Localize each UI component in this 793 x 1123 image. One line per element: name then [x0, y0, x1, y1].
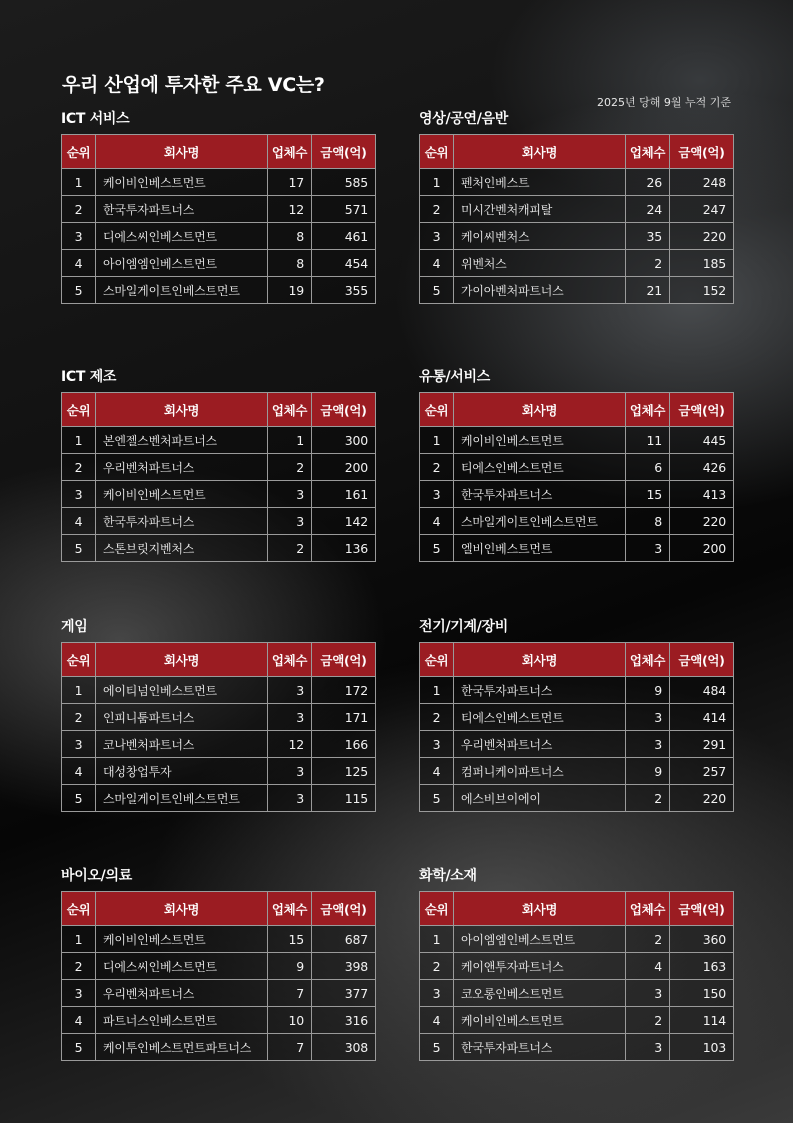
cell-amount: 220 [670, 223, 734, 250]
cell-amount: 300 [312, 427, 376, 454]
cell-name: 에이티넘인베스트먼트 [96, 677, 268, 704]
cell-rank: 1 [420, 926, 454, 953]
cell-name: 아이엠엠인베스트먼트 [96, 250, 268, 277]
cell-amount: 257 [670, 758, 734, 785]
ranking-table [61, 891, 376, 1061]
cell-rank: 2 [62, 953, 96, 980]
cell-count: 15 [268, 926, 312, 953]
cell-count: 19 [268, 277, 312, 304]
cell-amount: 152 [670, 277, 734, 304]
header-count: 업체수 [626, 892, 670, 926]
cell-count: 8 [268, 223, 312, 250]
cell-rank: 4 [62, 250, 96, 277]
header-count: 업체수 [268, 892, 312, 926]
cell-rank: 5 [420, 277, 454, 304]
ranking-table [419, 642, 734, 812]
header-row [62, 892, 376, 926]
table-row [420, 250, 734, 277]
table-row [62, 1007, 376, 1034]
cell-rank: 1 [420, 427, 454, 454]
cell-amount: 377 [312, 980, 376, 1007]
cell-amount: 125 [312, 758, 376, 785]
cell-count: 6 [626, 454, 670, 481]
cell-rank: 5 [62, 535, 96, 562]
cell-rank: 3 [62, 731, 96, 758]
cell-amount: 150 [670, 980, 734, 1007]
cell-amount: 142 [312, 508, 376, 535]
cell-name: 스마일게이트인베스트먼트 [454, 508, 626, 535]
cell-rank: 3 [62, 223, 96, 250]
section-title: ICT 서비스 [61, 111, 130, 127]
cell-rank: 5 [420, 535, 454, 562]
table-row [62, 535, 376, 562]
cell-count: 2 [268, 454, 312, 481]
header-rank: 순위 [62, 135, 96, 169]
header-amount: 금액(억) [312, 643, 376, 677]
cell-amount: 316 [312, 1007, 376, 1034]
table-row [62, 277, 376, 304]
header-rank: 순위 [62, 892, 96, 926]
cell-count: 3 [268, 677, 312, 704]
table-row [62, 427, 376, 454]
cell-name: 케이투인베스트먼트파트너스 [96, 1034, 268, 1061]
table-row [62, 980, 376, 1007]
cell-rank: 3 [420, 731, 454, 758]
header-amount: 금액(억) [312, 135, 376, 169]
table-row [420, 1007, 734, 1034]
header-name: 회사명 [454, 892, 626, 926]
cell-amount: 585 [312, 169, 376, 196]
cell-count: 3 [268, 785, 312, 812]
cell-amount: 115 [312, 785, 376, 812]
table-row [420, 454, 734, 481]
cell-name: 파트너스인베스트먼트 [96, 1007, 268, 1034]
cell-count: 2 [626, 926, 670, 953]
cell-amount: 200 [312, 454, 376, 481]
cell-name: 미시간벤처캐피탈 [454, 196, 626, 223]
cell-rank: 1 [62, 677, 96, 704]
cell-rank: 2 [420, 196, 454, 223]
cell-name: 케이비인베스트먼트 [454, 427, 626, 454]
cell-rank: 2 [420, 953, 454, 980]
cell-count: 2 [626, 250, 670, 277]
cell-count: 17 [268, 169, 312, 196]
table-row [420, 481, 734, 508]
cell-count: 8 [268, 250, 312, 277]
cell-amount: 220 [670, 508, 734, 535]
table-row [420, 196, 734, 223]
cell-amount: 398 [312, 953, 376, 980]
table-row [420, 223, 734, 250]
cell-name: 위벤처스 [454, 250, 626, 277]
cell-count: 4 [626, 953, 670, 980]
table-row [62, 731, 376, 758]
cell-name: 스마일게이트인베스트먼트 [96, 277, 268, 304]
section-3 [419, 366, 733, 562]
header-name: 회사명 [96, 393, 268, 427]
table-row [62, 169, 376, 196]
cell-count: 2 [626, 785, 670, 812]
header-name: 회사명 [454, 643, 626, 677]
cell-rank: 2 [62, 454, 96, 481]
cell-name: 한국투자파트너스 [96, 508, 268, 535]
cell-count: 11 [626, 427, 670, 454]
cell-rank: 1 [62, 427, 96, 454]
cell-amount: 161 [312, 481, 376, 508]
header-rank: 순위 [62, 643, 96, 677]
table-row [420, 169, 734, 196]
header-count: 업체수 [626, 643, 670, 677]
cell-name: 케이앤투자파트너스 [454, 953, 626, 980]
cell-amount: 172 [312, 677, 376, 704]
cell-rank: 4 [62, 1007, 96, 1034]
cell-name: 케이비인베스트먼트 [96, 481, 268, 508]
table-row [62, 953, 376, 980]
cell-count: 1 [268, 427, 312, 454]
table-row [62, 926, 376, 953]
table-row [420, 508, 734, 535]
cell-count: 9 [268, 953, 312, 980]
cell-count: 9 [626, 677, 670, 704]
table-row [420, 731, 734, 758]
cell-rank: 2 [420, 704, 454, 731]
cell-rank: 3 [420, 481, 454, 508]
cell-count: 26 [626, 169, 670, 196]
table-row [62, 1034, 376, 1061]
section-title: 영상/공연/음반 [419, 111, 508, 127]
table-row [62, 785, 376, 812]
cell-name: 스마일게이트인베스트먼트 [96, 785, 268, 812]
cell-amount: 414 [670, 704, 734, 731]
table-row [420, 535, 734, 562]
cell-count: 3 [268, 508, 312, 535]
cell-name: 티에스인베스트먼트 [454, 454, 626, 481]
cell-count: 3 [626, 731, 670, 758]
cell-count: 15 [626, 481, 670, 508]
cell-amount: 185 [670, 250, 734, 277]
cell-amount: 484 [670, 677, 734, 704]
header-name: 회사명 [454, 393, 626, 427]
cell-count: 35 [626, 223, 670, 250]
cell-count: 24 [626, 196, 670, 223]
cell-name: 한국투자파트너스 [454, 1034, 626, 1061]
cell-rank: 3 [420, 980, 454, 1007]
cell-amount: 571 [312, 196, 376, 223]
cell-amount: 163 [670, 953, 734, 980]
cell-name: 케이비인베스트먼트 [454, 1007, 626, 1034]
cell-count: 3 [268, 481, 312, 508]
cell-amount: 426 [670, 454, 734, 481]
cell-rank: 3 [420, 223, 454, 250]
cell-rank: 5 [62, 1034, 96, 1061]
cell-count: 3 [626, 980, 670, 1007]
cell-name: 디에스씨인베스트먼트 [96, 223, 268, 250]
cell-amount: 248 [670, 169, 734, 196]
table-row [420, 277, 734, 304]
section-4 [61, 616, 375, 812]
cell-amount: 413 [670, 481, 734, 508]
cell-name: 케이비인베스트먼트 [96, 926, 268, 953]
cell-rank: 4 [420, 508, 454, 535]
section-2 [61, 366, 375, 562]
header-name: 회사명 [96, 135, 268, 169]
cell-count: 3 [268, 758, 312, 785]
cell-count: 10 [268, 1007, 312, 1034]
cell-amount: 291 [670, 731, 734, 758]
table-row [420, 785, 734, 812]
ranking-table [419, 392, 734, 562]
section-title: 바이오/의료 [61, 868, 132, 884]
section-title: ICT 제조 [61, 369, 117, 385]
table-row [62, 481, 376, 508]
cell-rank: 1 [420, 677, 454, 704]
table-row [420, 677, 734, 704]
header-rank: 순위 [420, 892, 454, 926]
table-row [420, 926, 734, 953]
header-amount: 금액(억) [670, 393, 734, 427]
header-row [420, 892, 734, 926]
cell-name: 우리벤처파트너스 [96, 454, 268, 481]
cell-amount: 136 [312, 535, 376, 562]
cell-name: 디에스씨인베스트먼트 [96, 953, 268, 980]
cell-rank: 5 [420, 1034, 454, 1061]
cell-name: 스톤브릿지벤처스 [96, 535, 268, 562]
cell-amount: 454 [312, 250, 376, 277]
cell-name: 한국투자파트너스 [454, 481, 626, 508]
header-count: 업체수 [268, 393, 312, 427]
header-row [420, 135, 734, 169]
cell-amount: 355 [312, 277, 376, 304]
cell-amount: 687 [312, 926, 376, 953]
cell-count: 21 [626, 277, 670, 304]
header-rank: 순위 [62, 393, 96, 427]
section-6 [61, 865, 375, 1061]
table-row [420, 980, 734, 1007]
cell-count: 12 [268, 196, 312, 223]
section-title: 화학/소재 [419, 868, 477, 884]
cell-name: 티에스인베스트먼트 [454, 704, 626, 731]
cell-amount: 220 [670, 785, 734, 812]
cell-amount: 171 [312, 704, 376, 731]
cell-name: 케이비인베스트먼트 [96, 169, 268, 196]
cell-count: 8 [626, 508, 670, 535]
cell-rank: 5 [420, 785, 454, 812]
cell-amount: 461 [312, 223, 376, 250]
header-row [420, 643, 734, 677]
cell-name: 본엔젤스벤처파트너스 [96, 427, 268, 454]
cell-amount: 360 [670, 926, 734, 953]
cell-amount: 114 [670, 1007, 734, 1034]
cell-rank: 2 [420, 454, 454, 481]
section-title: 게임 [61, 619, 88, 635]
cell-rank: 5 [62, 785, 96, 812]
page-title: 우리 산업에 투자한 주요 VC는? [62, 74, 325, 96]
cell-name: 코오롱인베스트먼트 [454, 980, 626, 1007]
cell-name: 엘비인베스트먼트 [454, 535, 626, 562]
cell-rank: 5 [62, 277, 96, 304]
header-rank: 순위 [420, 643, 454, 677]
cell-count: 2 [268, 535, 312, 562]
cell-count: 3 [626, 535, 670, 562]
header-count: 업체수 [268, 643, 312, 677]
table-row [62, 677, 376, 704]
cell-name: 에스비브이에이 [454, 785, 626, 812]
section-1 [419, 108, 733, 304]
table-row [420, 427, 734, 454]
table-row [420, 704, 734, 731]
header-rank: 순위 [420, 135, 454, 169]
cell-amount: 247 [670, 196, 734, 223]
cell-name: 우리벤처파트너스 [454, 731, 626, 758]
cell-count: 12 [268, 731, 312, 758]
table-row [420, 758, 734, 785]
header-amount: 금액(억) [670, 643, 734, 677]
header-row [62, 135, 376, 169]
header-name: 회사명 [96, 892, 268, 926]
cell-count: 3 [626, 1034, 670, 1061]
header-amount: 금액(억) [312, 892, 376, 926]
table-row [62, 250, 376, 277]
cell-name: 케이씨벤처스 [454, 223, 626, 250]
cell-rank: 4 [62, 758, 96, 785]
cell-name: 한국투자파트너스 [454, 677, 626, 704]
table-row [420, 953, 734, 980]
cell-name: 아이엠엠인베스트먼트 [454, 926, 626, 953]
header-count: 업체수 [268, 135, 312, 169]
cell-count: 7 [268, 1034, 312, 1061]
basis-note: 2025년 당해 9월 누적 기준 [597, 96, 731, 109]
header-amount: 금액(억) [312, 393, 376, 427]
cell-rank: 3 [62, 980, 96, 1007]
section-title: 유통/서비스 [419, 369, 490, 385]
cell-count: 2 [626, 1007, 670, 1034]
header-row [62, 643, 376, 677]
cell-name: 펜처인베스트 [454, 169, 626, 196]
ranking-table [419, 134, 734, 304]
cell-rank: 4 [420, 250, 454, 277]
cell-name: 인피니툼파트너스 [96, 704, 268, 731]
header-row [62, 393, 376, 427]
cell-amount: 200 [670, 535, 734, 562]
table-row [420, 1034, 734, 1061]
table-row [62, 508, 376, 535]
cell-amount: 308 [312, 1034, 376, 1061]
header-name: 회사명 [454, 135, 626, 169]
header-count: 업체수 [626, 393, 670, 427]
cell-rank: 3 [62, 481, 96, 508]
header-row [420, 393, 734, 427]
cell-rank: 2 [62, 704, 96, 731]
table-row [62, 223, 376, 250]
cell-count: 7 [268, 980, 312, 1007]
cell-name: 컴퍼니케이파트너스 [454, 758, 626, 785]
ranking-table [419, 891, 734, 1061]
table-row [62, 758, 376, 785]
ranking-table [61, 134, 376, 304]
header-count: 업체수 [626, 135, 670, 169]
ranking-table [61, 392, 376, 562]
section-7 [419, 865, 733, 1061]
cell-count: 3 [626, 704, 670, 731]
cell-rank: 1 [62, 169, 96, 196]
cell-amount: 445 [670, 427, 734, 454]
cell-amount: 103 [670, 1034, 734, 1061]
ranking-table [61, 642, 376, 812]
table-row [62, 196, 376, 223]
table-row [62, 704, 376, 731]
cell-rank: 1 [420, 169, 454, 196]
section-0 [61, 108, 375, 304]
cell-count: 3 [268, 704, 312, 731]
cell-rank: 4 [420, 1007, 454, 1034]
cell-name: 대성창업투자 [96, 758, 268, 785]
table-row [62, 454, 376, 481]
header-name: 회사명 [96, 643, 268, 677]
cell-name: 우리벤처파트너스 [96, 980, 268, 1007]
section-5 [419, 616, 733, 812]
cell-name: 코나벤처파트너스 [96, 731, 268, 758]
cell-rank: 1 [62, 926, 96, 953]
cell-count: 9 [626, 758, 670, 785]
cell-name: 가이아벤처파트너스 [454, 277, 626, 304]
cell-rank: 4 [62, 508, 96, 535]
header-rank: 순위 [420, 393, 454, 427]
cell-rank: 2 [62, 196, 96, 223]
cell-amount: 166 [312, 731, 376, 758]
header-amount: 금액(억) [670, 892, 734, 926]
section-title: 전기/기계/장비 [419, 619, 508, 635]
cell-name: 한국투자파트너스 [96, 196, 268, 223]
cell-rank: 4 [420, 758, 454, 785]
header-amount: 금액(억) [670, 135, 734, 169]
